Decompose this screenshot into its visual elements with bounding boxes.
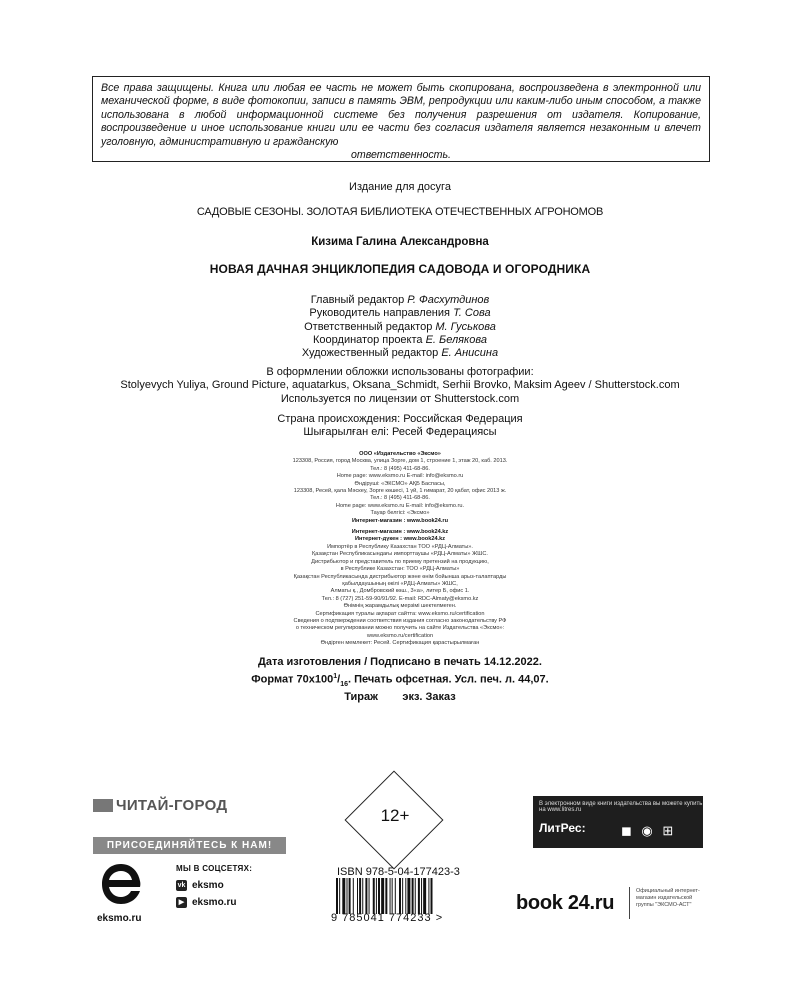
publisher-line: Өндірген мемлекет: Ресей. Сертификация қарастырылмаған: [320, 640, 480, 647]
publisher-line: о техническом регулировании можно получить на сайте Издательства «Эксмо»:: [295, 625, 505, 632]
barcode-bar: [418, 878, 420, 914]
barcode-bar: [423, 878, 426, 914]
photo-credits-authors: Stolyevych Yuliya, Ground Picture, aquatarkus, Oksana_Schmidt, Serhii Brovko, Maksim Ageev / Shutterstock.com: [120, 379, 680, 392]
barcode-bar: [369, 878, 370, 914]
publisher-line: қабылдаушының өкілі «РДЦ-Алматы» ЖШС,: [342, 580, 458, 587]
copyright-notice: [92, 76, 710, 162]
publisher-line: ООО «Издательство «Эксмо»: [359, 451, 441, 457]
book-title: НОВАЯ ДАЧНАЯ ЭНЦИКЛОПЕДИЯ САДОВОДА И ОГОРОДНИКА: [209, 262, 591, 276]
publisher-info: [0, 451, 800, 648]
social-vk: vk eksmo: [177, 880, 224, 891]
publisher-line: Тел.: 8 (727) 251-59-90/91/92. E-mail: RDC-Almaty@eksmo.kz: [321, 595, 479, 602]
edition-type: Издание для досуга: [349, 181, 451, 193]
copyright-text-end: ответственность.: [351, 149, 451, 162]
barcode-bar: [342, 878, 345, 914]
publisher-line: Қазақстан Республикасындағы импорттаушы «РДЦ-Алматы» ЖШС.: [312, 551, 488, 558]
barcode-bar: [378, 878, 380, 914]
publisher-line: в Республике Казахстан: ТОО «РДЦ-Алматы»: [340, 566, 460, 573]
barcode-bar: [376, 878, 377, 914]
publisher-line: Тауар белгісі: «Эксмо»: [370, 510, 430, 517]
divider: [629, 887, 630, 919]
barcode-bar: [359, 878, 361, 914]
barcode: [336, 878, 462, 914]
barcode-digits: 9 785041 774233 >: [331, 912, 444, 924]
litres-banner: [533, 796, 703, 848]
chitai-gorod-logo: ЧИТАЙ-ГОРОД: [93, 797, 227, 814]
country-of-origin: [0, 413, 800, 440]
barcode-bar: [357, 878, 358, 914]
publisher-line: Интернет-дүкен : www.book24.kz: [354, 536, 446, 543]
publisher-line: 123308, Ресей, қала Мәскеу, Зорге көшесі, 1 үй, 1 ғимарат, 20 қабат, офис 2013 ж.: [293, 488, 507, 495]
publisher-line: 123308, Россия, город Москва, улица Зорге, дом 1, строение 1, этаж 20, каб. 2013.: [292, 458, 508, 465]
barcode-bar: [407, 878, 410, 914]
series-title: САДОВЫЕ СЕЗОНЫ. ЗОЛОТАЯ БИБЛИОТЕКА ОТЕЧЕСТВЕННЫХ АГРОНОМОВ: [196, 206, 604, 218]
origin-ru: Страна происхождения: Российская Федерация: [277, 413, 523, 425]
isbn: ISBN 978-5-04-177423-3: [337, 866, 460, 878]
litres-note: В электронном виде книги издательства вы можете купить на www.litres.ru: [539, 801, 703, 813]
editor-line: Художественный редактор Е. Анисина: [301, 347, 499, 360]
social-title: МЫ В СОЦСЕТЯХ:: [176, 864, 253, 873]
barcode-bar: [385, 878, 387, 914]
photo-license: Используется по лицензии от Shutterstock.com: [280, 392, 520, 405]
barcode-bar: [392, 878, 393, 914]
publisher-line: Өндіруші: «ЭКСМО» АҚБ Баспасы,: [354, 480, 446, 487]
litres-logo: ЛитРес:: [539, 821, 586, 835]
publisher-line: Тел.: 8 (495) 411-68-86.: [370, 495, 430, 502]
social-youtube: ▶ eksmo.ru: [176, 897, 236, 908]
youtube-icon: ▶: [176, 897, 187, 908]
barcode-bar: [390, 878, 391, 914]
barcode-bar: [399, 878, 401, 914]
barcode-bar: [353, 878, 354, 914]
barcode-bar: [339, 878, 340, 914]
origin-kz: Шығарылған елі: Ресей Федерациясы: [303, 426, 497, 439]
publisher-line: Home page: www.eksmo.ru E-mail: info@eksmo.ru.: [335, 502, 465, 509]
barcode-bar: [381, 878, 384, 914]
age-rating: 12+: [380, 806, 410, 825]
photo-credits: [0, 366, 800, 406]
barcode-bar: [365, 878, 367, 914]
barcode-bar: [362, 878, 363, 914]
publisher-line: Дистрибьютор и представитель по приему претензий на продукцию,: [311, 558, 489, 565]
book24-note: Официальный интернет-магазин издательской группы "ЭКСМО-АСТ": [636, 888, 700, 908]
barcode-bar: [336, 878, 338, 914]
publisher-line: Интернет-магазин : www.book24.kz: [351, 529, 449, 536]
publisher-line: Сведения о подтверждении соответствия издания согласно законодательству РФ: [293, 617, 507, 624]
barcode-bar: [405, 878, 406, 914]
barcode-bar: [415, 878, 416, 914]
join-us-banner: ПРИСОЕДИНЯЙТЕСЬ К НАМ!: [93, 837, 286, 854]
editors-list: [0, 294, 800, 360]
publisher-line: Сертификация туралы ақпарат сайтта: www.eksmo.ru/certification: [315, 610, 485, 617]
eksmo-logo-icon: [100, 862, 142, 906]
book24-logo: book 24.ru: [516, 892, 615, 914]
vk-icon: vk: [177, 882, 186, 889]
publisher-line: www.eksmo.ru/certification: [366, 632, 434, 639]
publisher-line: Тел.: 8 (495) 411-68-86.: [370, 465, 430, 472]
editor-line: Главный редактор Р. Фасхутдинов: [310, 294, 490, 306]
print-run: Тираж экз. Заказ: [344, 691, 456, 704]
editor-line: Координатор проекта Е. Белякова: [313, 333, 487, 346]
print-date: Дата изготовления / Подписано в печать 14.12.2022.: [258, 656, 542, 668]
publisher-line: Алматы қ., Домбровский көш., 3«а», литер Б, офис 1.: [330, 588, 470, 595]
publisher-line: Өнімнің жарамдылық мерзімі шектелмеген.: [343, 603, 457, 610]
editor-line: Руководитель направления Т. Сова: [309, 307, 491, 320]
print-info: [0, 656, 800, 705]
eksmo-url: eksmo.ru: [97, 913, 142, 924]
editor-line: Ответственный редактор М. Гуськова: [304, 320, 496, 333]
author-name: Кизима Галина Александровна: [311, 236, 489, 248]
chitai-gorod-icon: [93, 799, 113, 812]
publisher-line: Қазақстан Республикасында дистрибьютор және өнім бойынша арыз-талаптарды: [293, 573, 507, 580]
publisher-line: Импортёр в Республику Казахстан ТОО «РДЦ-Алматы».: [327, 543, 473, 550]
barcode-bar: [347, 878, 348, 914]
barcode-bar: [431, 878, 433, 914]
photo-credits-title: В оформлении обложки использованы фотографии:: [266, 366, 534, 378]
barcode-bar: [373, 878, 375, 914]
barcode-bar: [421, 878, 422, 914]
copyright-text: Все права защищены. Книга или любая ее часть не может быть скопирована, воспроизведена в электронной или механической форме, в виде фотокопии, записи в память ЭВМ, репродукции или каким-либо иным способом, а также использована в любой информационной системе без получения разрешения от издателя. Копирование, воспроизведение и иное использование книги или ее части без согласия издателя является незаконным и влечет уголовную, административную и гражданскую: [101, 82, 701, 148]
print-format: Формат $70x100^1/_{16}$. Печать офсетная. Усл. печ. л. 44,07.: [251, 672, 549, 688]
barcode-bar: [402, 878, 403, 914]
barcode-bar: [412, 878, 414, 914]
publisher-line: Home page: www.eksmo.ru E-mail: info@eksmo.ru: [336, 473, 464, 480]
barcode-bar: [395, 878, 396, 914]
barcode-bar: [428, 878, 429, 914]
platform-icons: ◼ ◉ ⊞: [621, 823, 677, 838]
publisher-line: Интернет-магазин : www.book24.ru: [351, 517, 449, 524]
barcode-bar: [349, 878, 351, 914]
